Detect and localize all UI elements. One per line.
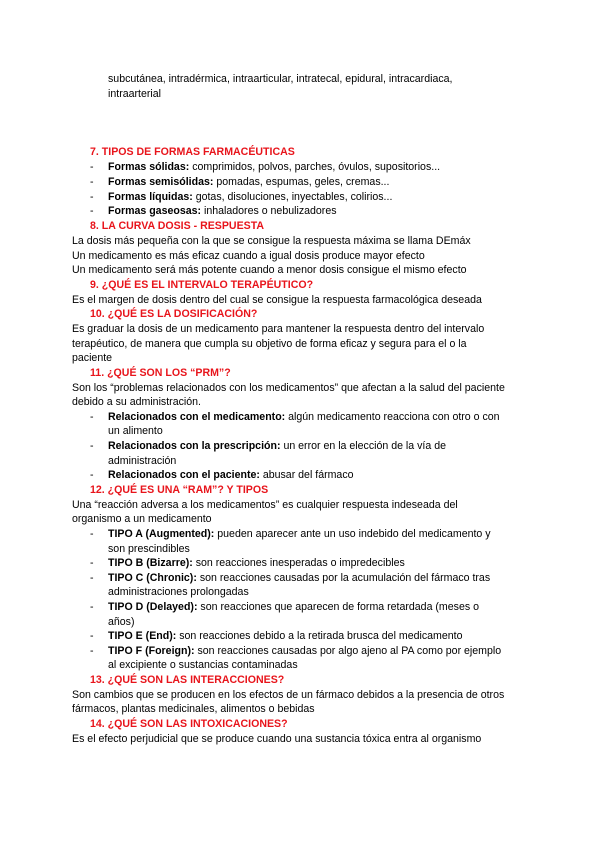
bullet-dash: - — [90, 630, 94, 642]
list-item: Formas semisólidas: pomadas, espumas, geles, cremas... — [108, 176, 390, 188]
list-item: Relacionados con la prescripción: un error en la elección de la vía de — [108, 440, 446, 452]
section-12-heading: 12. ¿QUÉ ES UNA “RAM”? Y TIPOS — [90, 484, 269, 496]
bullet-dash: - — [90, 411, 94, 423]
bullet-dash: - — [90, 205, 94, 217]
list-item-continuation: administraciones prolongadas — [108, 586, 249, 598]
bullet-dash: - — [90, 161, 94, 173]
bullet-dash: - — [90, 572, 94, 584]
continuation-line-1: subcutánea, intradérmica, intraarticular, intratecal, epidural, intracardiaca, — [108, 73, 453, 85]
paragraph-line: Un medicamento es más eficaz cuando a igual dosis produce mayor efecto — [72, 250, 425, 262]
section-11-heading: 11. ¿QUÉ SON LOS “PRM”? — [90, 367, 231, 379]
paragraph-line: terapéutico, de manera que cumpla su objetivo de forma eficaz y segura para el o la — [72, 338, 467, 350]
section-13-heading: 13. ¿QUÉ SON LAS INTERACCIONES? — [90, 674, 285, 686]
bullet-dash: - — [90, 176, 94, 188]
section-7-heading: 7. TIPOS DE FORMAS FARMACÉUTICAS — [90, 146, 295, 158]
list-item-continuation: un alimento — [108, 425, 163, 437]
list-item: Formas gaseosas: inhaladores o nebulizadores — [108, 205, 337, 217]
list-item: TIPO B (Bizarre): son reacciones inesperadas o impredecibles — [108, 557, 405, 569]
list-item: Relacionados con el paciente: abusar del fármaco — [108, 469, 354, 481]
list-item-continuation: años) — [108, 616, 135, 628]
list-item: TIPO A (Augmented): pueden aparecer ante un uso indebido del medicamento y — [108, 528, 491, 540]
section-14-heading: 14. ¿QUÉ SON LAS INTOXICACIONES? — [90, 718, 288, 730]
bullet-dash: - — [90, 440, 94, 452]
list-item: Relacionados con el medicamento: algún medicamento reacciona con otro o con — [108, 411, 500, 423]
paragraph-line: Un medicamento será más potente cuando a menor dosis consigue el mismo efecto — [72, 264, 467, 276]
paragraph-line: debido a su administración. — [72, 396, 201, 408]
bullet-dash: - — [90, 645, 94, 657]
section-10-heading: 10. ¿QUÉ ES LA DOSIFICACIÓN? — [90, 308, 258, 320]
section-8-heading: 8. LA CURVA DOSIS - RESPUESTA — [90, 220, 265, 232]
paragraph-line: Son los “problemas relacionados con los medicamentos” que afectan a la salud del paciente — [72, 382, 505, 394]
paragraph-line: Es el efecto perjudicial que se produce cuando una sustancia tóxica entra al organismo — [72, 733, 482, 745]
paragraph-line: paciente — [72, 352, 113, 364]
paragraph-line: Es el margen de dosis dentro del cual se consigue la respuesta farmacológica deseada — [72, 294, 482, 306]
list-item-continuation: administración — [108, 455, 177, 467]
list-item: Formas líquidas: gotas, disoluciones, inyectables, colirios... — [108, 191, 393, 203]
paragraph-line: Son cambios que se producen en los efectos de un fármaco debidos a la presencia de otros — [72, 689, 505, 701]
bullet-dash: - — [90, 601, 94, 613]
list-item: TIPO D (Delayed): son reacciones que aparecen de forma retardada (meses o — [108, 601, 479, 613]
paragraph-line: Es graduar la dosis de un medicamento para mantener la respuesta dentro del intervalo — [72, 323, 485, 335]
list-item: Formas sólidas: comprimidos, polvos, parches, óvulos, supositorios... — [108, 161, 441, 173]
paragraph-line: Una “reacción adversa a los medicamentos” es cualquier respuesta indeseada del — [72, 499, 458, 511]
list-item-continuation: al excipiente o sustancias contaminadas — [108, 659, 298, 671]
list-item: TIPO E (End): son reacciones debido a la retirada brusca del medicamento — [108, 630, 463, 642]
list-item: TIPO F (Foreign): son reacciones causadas por algo ajeno al PA como por ejemplo — [108, 645, 502, 657]
section-9-heading: 9. ¿QUÉ ES EL INTERVALO TERAPÉUTICO? — [90, 279, 314, 291]
bullet-dash: - — [90, 191, 94, 203]
list-item-continuation: son prescindibles — [108, 543, 190, 555]
bullet-dash: - — [90, 557, 94, 569]
paragraph-line: organismo a un medicamento — [72, 513, 212, 525]
list-item: TIPO C (Chronic): son reacciones causadas por la acumulación del fármaco tras — [108, 572, 491, 584]
continuation-line-2: intraarterial — [108, 88, 161, 100]
paragraph-line: fármacos, plantas medicinales, alimentos o bebidas — [72, 703, 315, 715]
bullet-dash: - — [90, 528, 94, 540]
bullet-dash: - — [90, 469, 94, 481]
paragraph-line: La dosis más pequeña con la que se consigue la respuesta máxima se llama DEmáx — [72, 235, 471, 247]
